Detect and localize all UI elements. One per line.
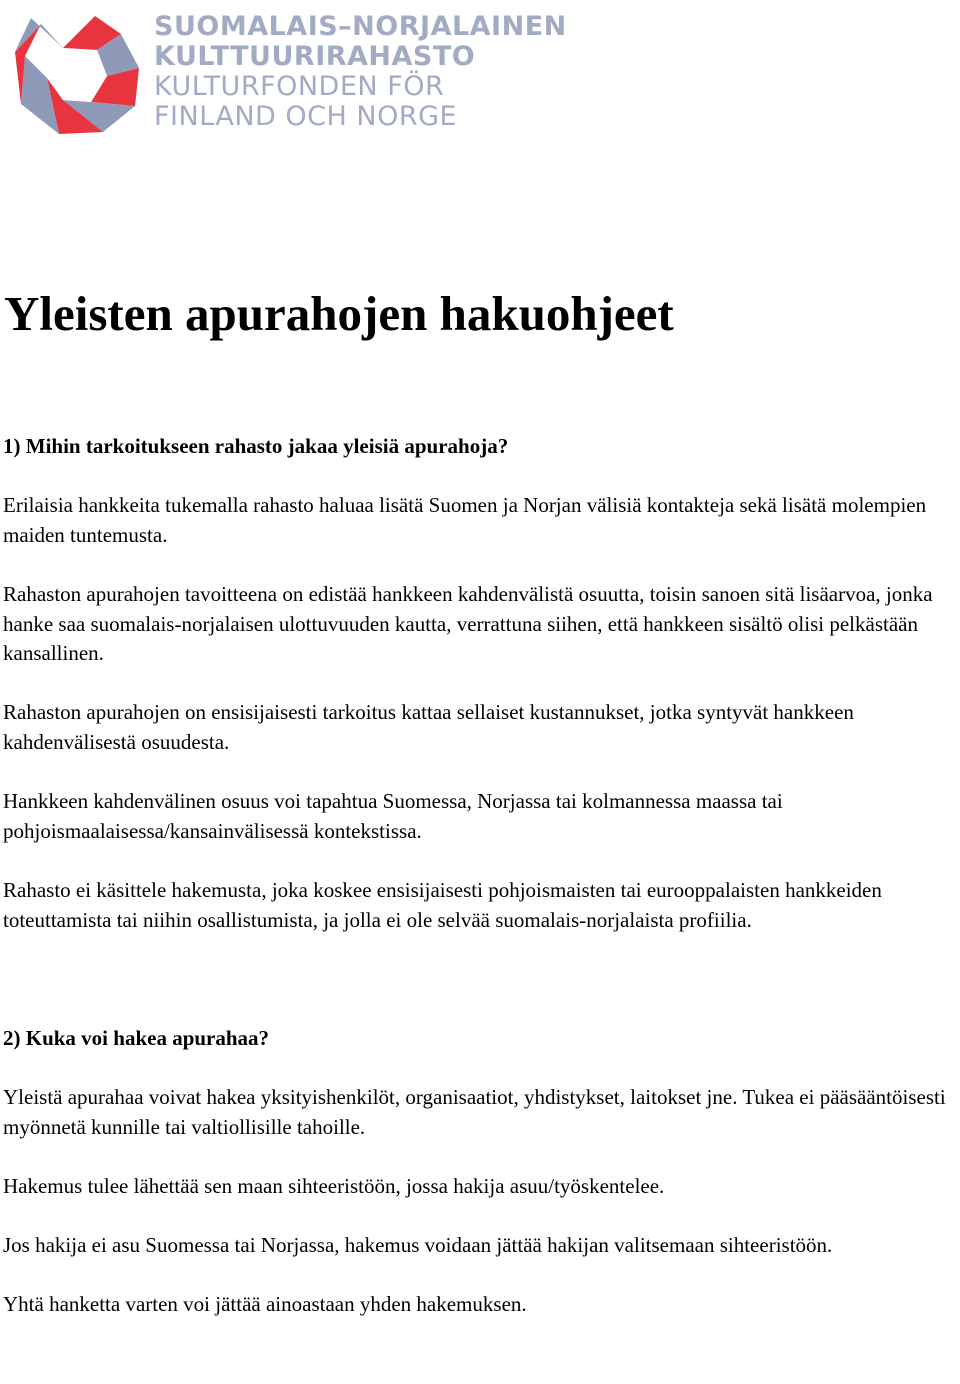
foundation-logo-text xyxy=(154,12,567,132)
section-heading: 2) Kuka voi hakea apurahaa? xyxy=(3,1025,270,1050)
paragraph: Hankkeen kahdenvälinen osuus voi tapahtua Suomessa, Norjassa tai kolmannessa maassa tai pohjoismaalaisessa/kansainvälisessä kontekstissa. xyxy=(3,789,783,843)
logo-name-finnish-line1: SUOMALAIS–NORJALAINEN xyxy=(154,11,567,42)
section-purpose xyxy=(3,432,959,935)
paragraph: Rahaston apurahojen tavoitteena on edistää hankkeen kahdenvälistä osuutta, toisin sanoen sitä lisäarvoa, jonka hanke saa suomalais-norjalaisen ulottuvuuden kautta, verrattuna siihen, että hankkeen sisältö olisi pelkästään kansallinen. xyxy=(3,581,933,666)
foundation-logo xyxy=(12,8,567,143)
paragraph: Jos hakija ei asu Suomessa tai Norjassa, hakemus voidaan jättää hakijan valitsemaan sihteeristöön. xyxy=(3,1233,833,1258)
section-spacer xyxy=(3,965,959,1024)
logo-name-finnish-line2: KULTTUURIRAHASTO xyxy=(154,41,476,72)
paragraph: Yleistä apurahaa voivat hakea yksityishenkilöt, organisaatiot, yhdistykset, laitokset jne. Tukea ei pääsääntöisesti myönnetä kunnille tai valtiollisille tahoille. xyxy=(3,1085,946,1139)
logo-name-swedish-line2: FINLAND OCH NORGE xyxy=(154,101,458,132)
paragraph: Erilaisia hankkeita tukemalla rahasto haluaa lisätä Suomen ja Norjan välisiä kontakteja sekä lisätä molempien maiden tuntemusta. xyxy=(3,493,927,547)
logo-name-swedish-line1: KULTURFONDEN FÖR xyxy=(154,71,445,102)
paragraph: Rahaston apurahojen on ensisijaisesti tarkoitus kattaa sellaiset kustannukset, jotka syntyvät hankkeen kahdenvälisestä osuudesta. xyxy=(3,700,854,754)
section-heading: 1) Mihin tarkoitukseen rahasto jakaa yleisiä apurahoja? xyxy=(3,434,509,458)
foundation-logo-mark-icon xyxy=(12,8,142,140)
page-title: Yleisten apurahojen hakuohjeet xyxy=(4,286,674,341)
document-body xyxy=(3,432,959,1349)
paragraph: Yhtä hanketta varten voi jättää ainoastaan yhden hakemuksen. xyxy=(3,1292,527,1317)
paragraph: Hakemus tulee lähettää sen maan sihteeristöön, jossa hakija asuu/työskentelee. xyxy=(3,1173,665,1198)
paragraph: Rahasto ei käsittele hakemusta, joka koskee ensisijaisesti pohjoismaisten tai eurooppalaisten hankkeiden toteuttamista tai niihin osallistumista, ja jolla ei ole selvää suomalais-norjalaista profiilia. xyxy=(3,877,882,932)
section-eligibility xyxy=(3,1024,959,1320)
